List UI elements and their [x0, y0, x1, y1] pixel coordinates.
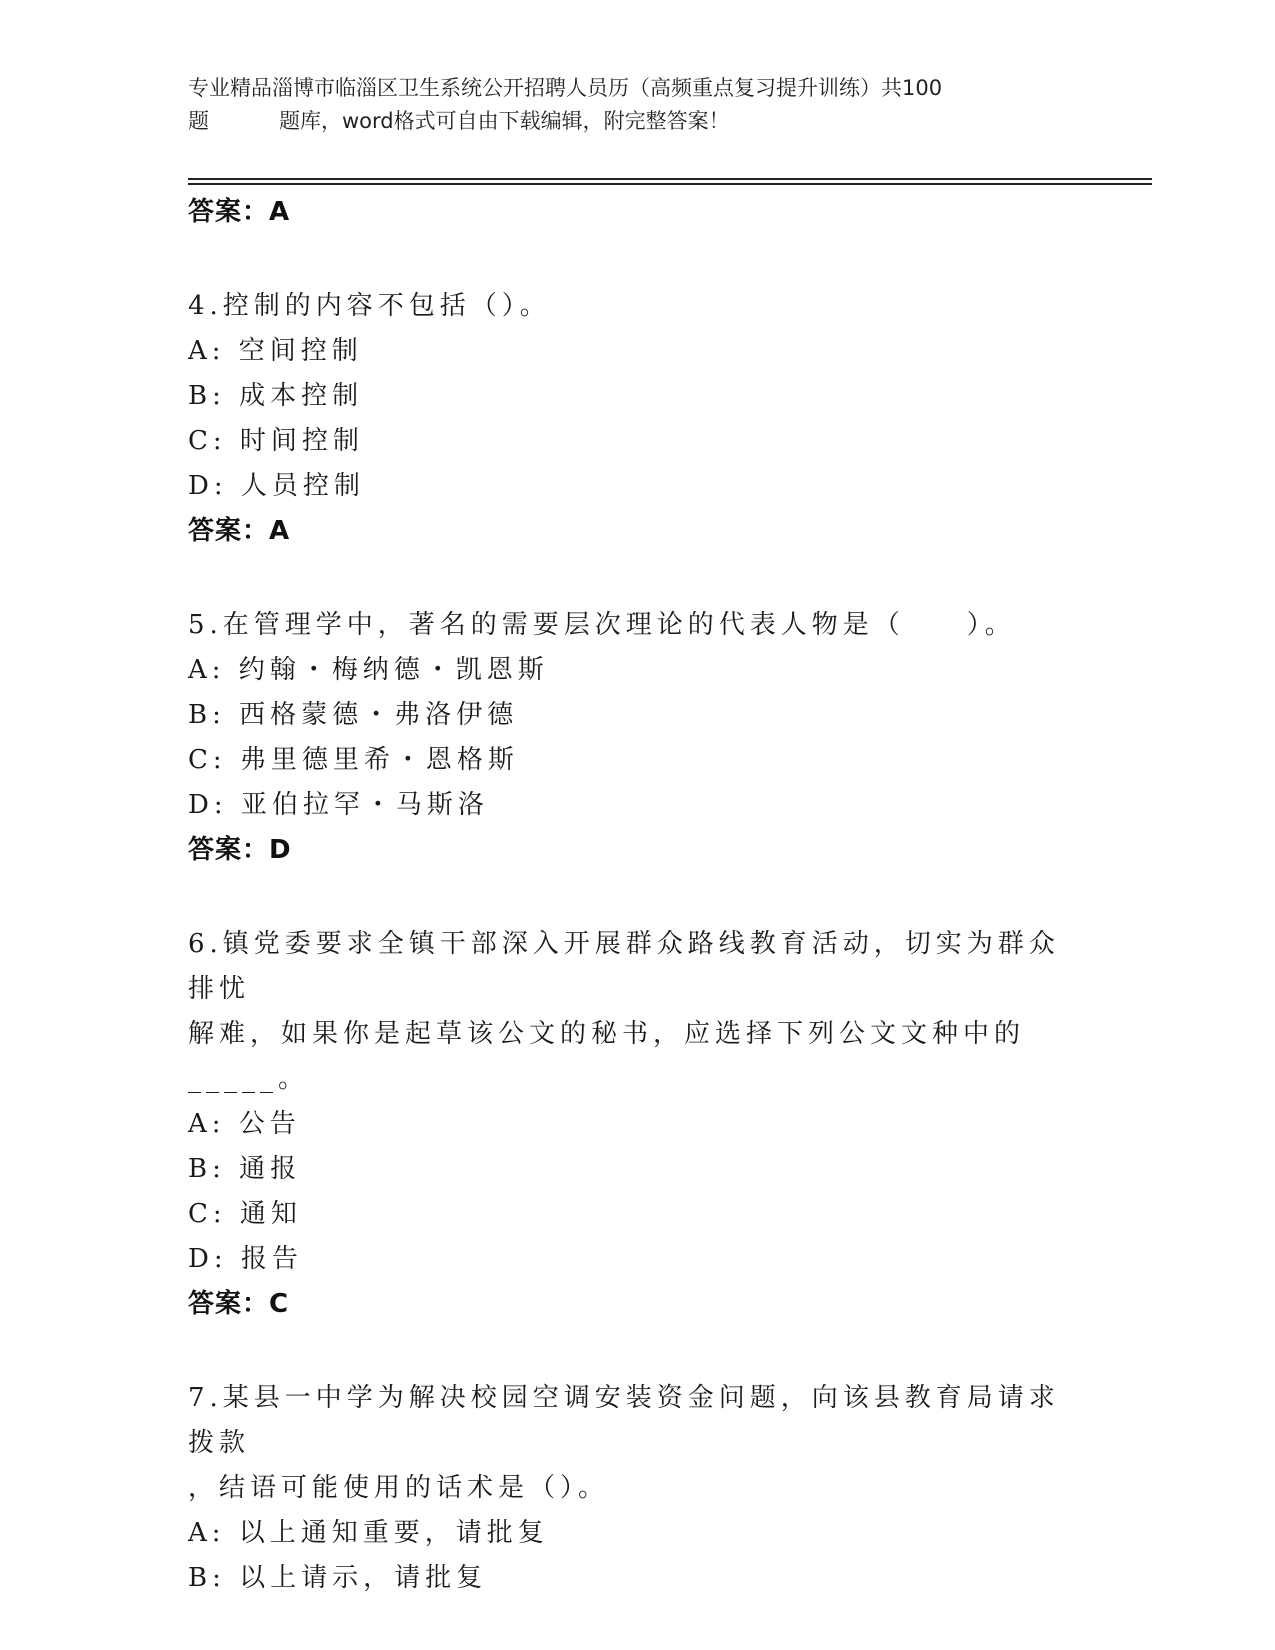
option-b: B: 通报: [188, 1154, 302, 1184]
header-title-line2: [188, 105, 1088, 138]
question-5: [188, 603, 1068, 872]
option-d: D: 报告: [188, 1244, 303, 1274]
option-a: A: 公告: [188, 1109, 301, 1139]
question-stem: 4.控制的内容不包括（）。: [188, 291, 551, 321]
answer: 答案：D: [188, 835, 292, 865]
question-stem-line2: ，结语可能使用的话术是（）。: [188, 1473, 610, 1503]
question-stem-line2: 解难，如果你是起草该公文的秘书，应选择下列公文文种中的_____。: [188, 1019, 1026, 1094]
option-d: D: 人员控制: [188, 471, 365, 501]
option-b: B: 以上请示，请批复: [188, 1563, 488, 1593]
header-title-line2-head: 题: [188, 109, 209, 133]
option-c: C: 通知: [188, 1199, 302, 1229]
option-a: A: 空间控制: [188, 336, 363, 366]
answer: 答案：C: [188, 1289, 290, 1319]
option-a: A: 约翰・梅纳德・凯恩斯: [188, 655, 549, 685]
document-header: [188, 72, 1088, 138]
option-a: A: 以上通知重要，请批复: [188, 1518, 549, 1548]
option-d: D: 亚伯拉罕・马斯洛: [188, 790, 489, 820]
header-divider-top: [188, 178, 1152, 180]
question-6: [188, 922, 1068, 1326]
header-title-line1: 专业精品淄博市临淄区卫生系统公开招聘人员历（高频重点复习提升训练）共100: [188, 76, 943, 100]
question-4: [188, 284, 1068, 553]
header-title-line2-tail: 题库，word格式可自由下载编辑，附完整答案！: [279, 109, 730, 133]
question-stem-line1: 6.镇党委要求全镇干部深入开展群众路线教育活动，切实为群众排忧: [188, 929, 1060, 1004]
option-c: C: 时间控制: [188, 426, 364, 456]
option-b: B: 西格蒙德・弗洛伊德: [188, 700, 519, 730]
answer: 答案：A: [188, 516, 291, 546]
option-c: C: 弗里德里希・恩格斯: [188, 745, 519, 775]
option-b: B: 成本控制: [188, 381, 364, 411]
question-7: [188, 1376, 1068, 1601]
question-list: [188, 190, 1068, 1601]
question-stem: 5.在管理学中，著名的需要层次理论的代表人物是（ ）。: [188, 610, 1016, 640]
header-divider-bottom: [188, 183, 1152, 185]
question-stem-line1: 7.某县一中学为解决校园空调安装资金问题，向该县教育局请求拨款: [188, 1383, 1060, 1458]
previous-answer: 答案：A: [188, 197, 291, 227]
